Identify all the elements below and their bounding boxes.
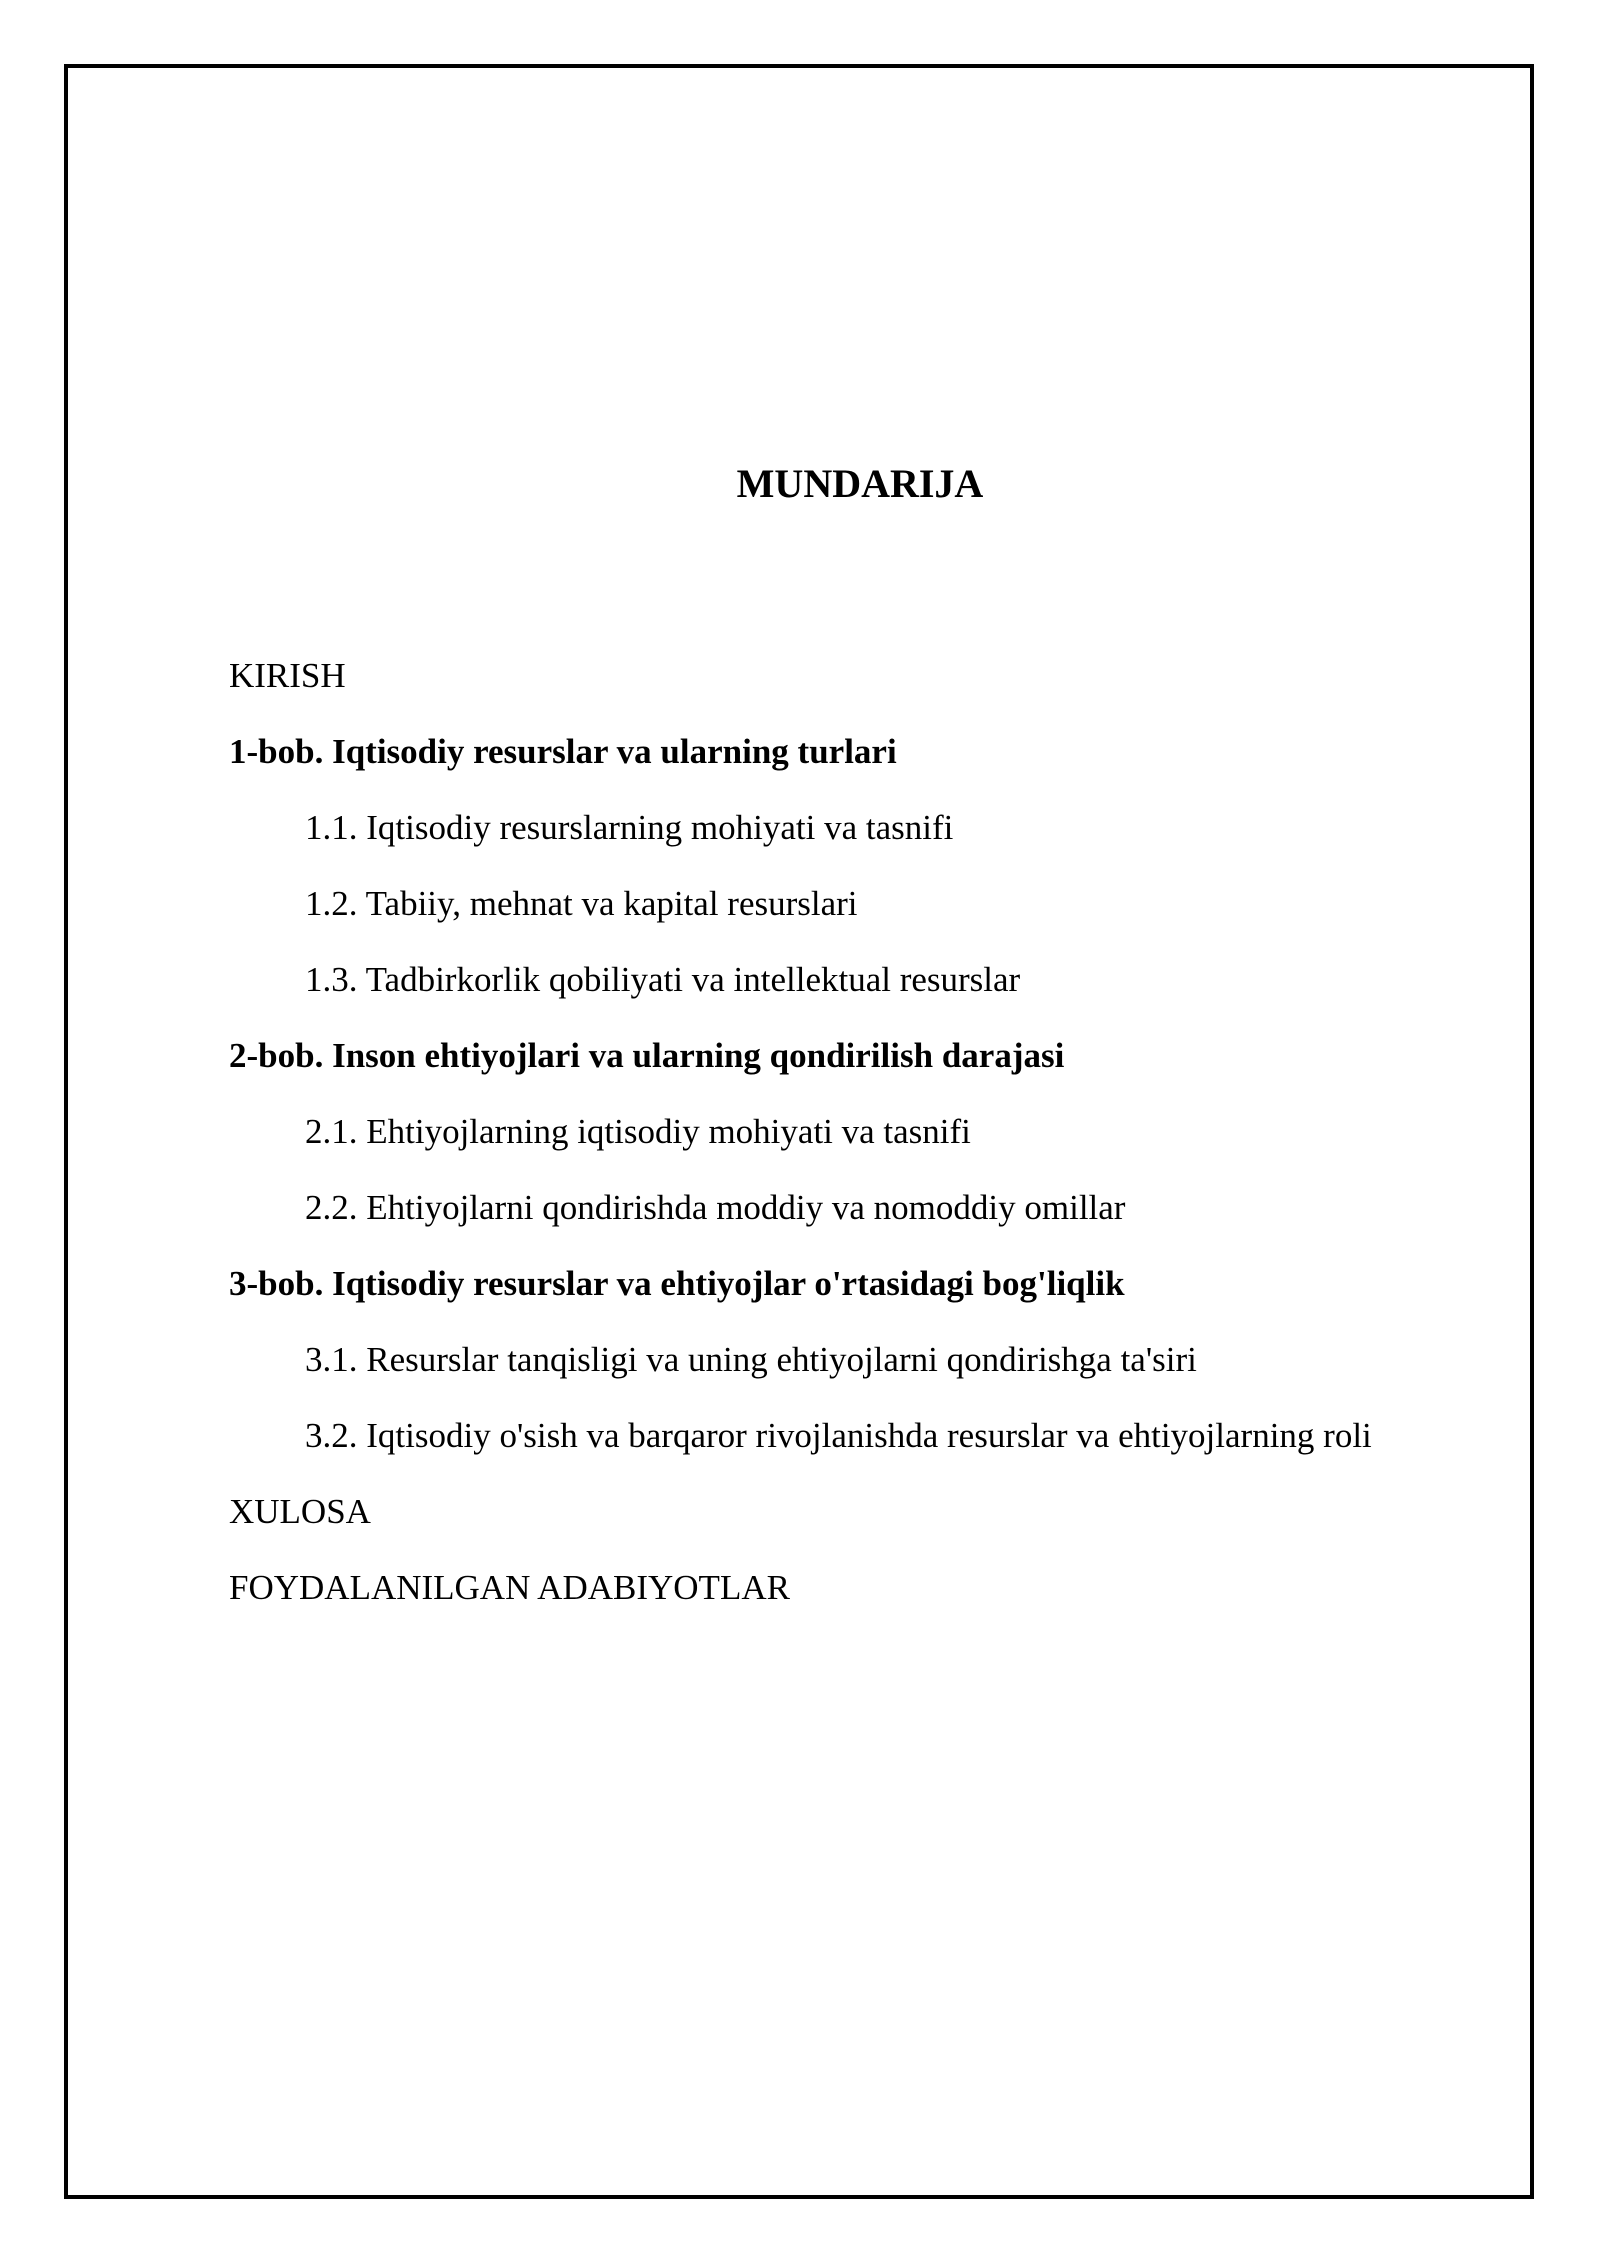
toc-section-3-2: 3.2. Iqtisodiy o'sish va barqaror rivojlanishda resurslar va ehtiyojlarning roli xyxy=(305,1416,1372,1455)
toc-section-3-1: 3.1. Resurslar tanqisligi va uning ehtiyojlarni qondirishga ta'siri xyxy=(305,1340,1197,1379)
toc-section-1-2: 1.2. Tabiiy, mehnat va kapital resurslari xyxy=(305,884,858,923)
toc-section-2-2: 2.2. Ehtiyojlarni qondirishda moddiy va nomoddiy omillar xyxy=(305,1188,1126,1227)
toc-entry-conclusion: XULOSA xyxy=(229,1492,371,1531)
toc-section-1-3: 1.3. Tadbirkorlik qobiliyati va intellektual resurslar xyxy=(305,960,1021,999)
page-title: MUNDARIJA xyxy=(736,461,984,506)
toc-chapter-1: 1-bob. Iqtisodiy resurslar va ularning turlari xyxy=(229,732,897,771)
toc-section-1-1: 1.1. Iqtisodiy resurslarning mohiyati va tasnifi xyxy=(305,808,954,847)
toc-entry-references: FOYDALANILGAN ADABIYOTLAR xyxy=(229,1568,790,1607)
toc-chapter-3: 3-bob. Iqtisodiy resurslar va ehtiyojlar o'rtasidagi bog'liqlik xyxy=(229,1264,1125,1303)
table-of-contents xyxy=(229,638,1509,1626)
toc-chapter-2: 2-bob. Inson ehtiyojlari va ularning qondirilish darajasi xyxy=(229,1036,1065,1075)
toc-section-2-1: 2.1. Ehtiyojlarning iqtisodiy mohiyati va tasnifi xyxy=(305,1112,971,1151)
toc-entry-intro: KIRISH xyxy=(229,656,346,695)
